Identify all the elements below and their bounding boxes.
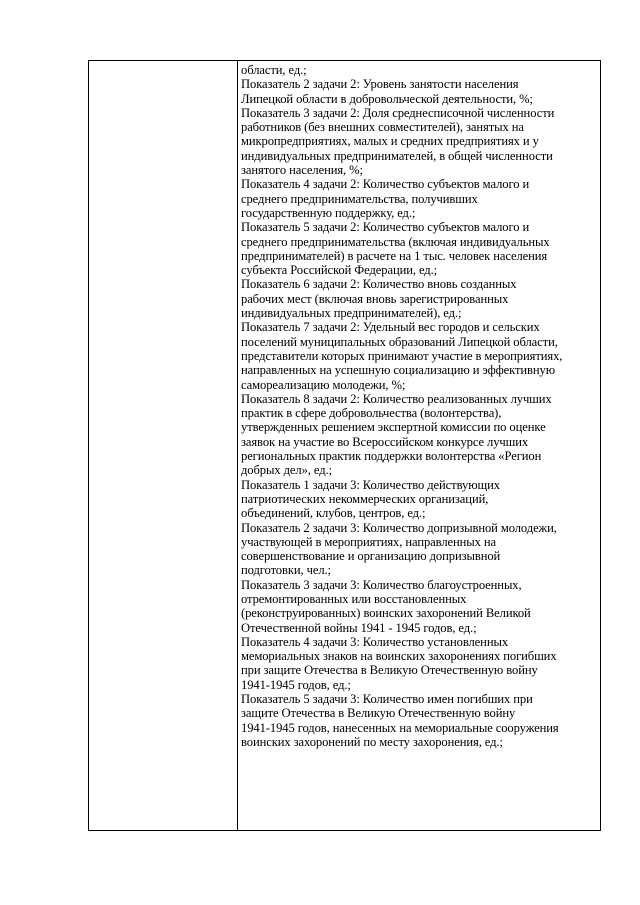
text-line: при защите Отечества в Великую Отечественную войну [241,663,538,678]
text-line: предпринимателей) в расчете на 1 тыс. человек населения [241,248,548,263]
indicator-table [88,60,601,831]
text-line: среднего предпринимательства, получивших [241,191,478,206]
text-line: Показатель 6 задачи 2: Количество вновь созданных [241,277,517,292]
text-line: микропредприятиях, малых и средних предприятиях и у [241,134,539,149]
text-line: среднего предпринимательства (включая индивидуальных [241,234,550,249]
text-line: Показатель 4 задачи 2: Количество субъектов малого и [241,177,530,192]
text-line: объединений, клубов, центров, ед.; [241,506,426,521]
text-line: направленных на успешную социализацию и эффективную [241,363,556,378]
text-line: Показатель 3 задачи 2: Доля среднесписочной численности [241,105,555,120]
text-line: области, ед.; [241,63,307,77]
text-line: заявок на участие во Всероссийском конкурсе лучших [241,434,529,449]
text-line: подготовки, чел.; [241,563,331,578]
table-left-cell [89,61,238,830]
text-line: добрых дел», ед.; [241,463,332,478]
text-line: Показатель 8 задачи 2: Количество реализованных лучших [241,391,552,406]
text-line: практик в сфере добровольчества (волонтерства), [241,406,502,421]
text-line: Показатель 2 задачи 2: Уровень занятости населения [241,77,519,92]
table-right-cell [238,61,600,830]
text-line: Показатель 1 задачи 3: Количество действующих [241,477,500,492]
text-line: поселений муниципальных образований Липецкой области, [241,334,558,349]
text-line: государственную поддержку, ед.; [241,205,416,220]
text-line: участвующей в мероприятиях, направленных на [241,534,497,549]
text-line: Показатель 3 задачи 3: Количество благоустроенных, [241,577,522,592]
text-line: региональных практик поддержки волонтерства «Регион [241,449,542,464]
text-line: работников (без внешних совместителей), занятых на [241,120,524,135]
text-line: представители которых принимают участие в мероприятиях, [241,348,563,363]
text-line: индивидуальных предпринимателей, в общей численности [241,148,553,163]
text-line: Показатель 2 задачи 3: Количество допризывной молодежи, [241,520,557,535]
text-line: патриотических некоммерческих организаций, [241,491,489,506]
text-line: совершенствование и организацию допризывной [241,549,501,564]
text-line: воинских захоронений по месту захоронения, ед.; [241,734,503,749]
text-line: мемориальных знаков на воинских захоронениях погибших [241,649,557,664]
text-line: Липецкой области в добровольческой деятельности, %; [241,91,533,106]
text-line: занятого населения, %; [241,163,363,178]
text-line: индивидуальных предпринимателей), ед.; [241,306,462,321]
text-line: 1941-1945 годов, нанесенных на мемориальные сооружения [241,720,559,735]
text-line: Показатель 7 задачи 2: Удельный вес городов и сельских [241,320,540,335]
text-line: утвержденных решением экспертной комиссии по оценке [241,420,546,435]
text-line: защите Отечества в Великую Отечественную войну [241,706,516,721]
text-line: субъекта Российской Федерации, ед.; [241,263,438,278]
text-line: 1941-1945 годов, ед.; [241,677,351,692]
text-line: Показатель 4 задачи 3: Количество установленных [241,634,509,649]
text-line: (реконструированных) воинских захоронений Великой [241,606,531,621]
text-line: Показатель 5 задачи 2: Количество субъектов малого и [241,220,530,235]
text-line: отремонтированных или восстановленных [241,591,467,606]
text-line: рабочих мест (включая вновь зарегистрированных [241,291,509,306]
text-line: самореализацию молодежи, %; [241,377,406,392]
text-line: Показатель 5 задачи 3: Количество имен погибших при [241,692,533,707]
text-line: Отечественной войны 1941 - 1945 годов, ед.; [241,620,477,635]
